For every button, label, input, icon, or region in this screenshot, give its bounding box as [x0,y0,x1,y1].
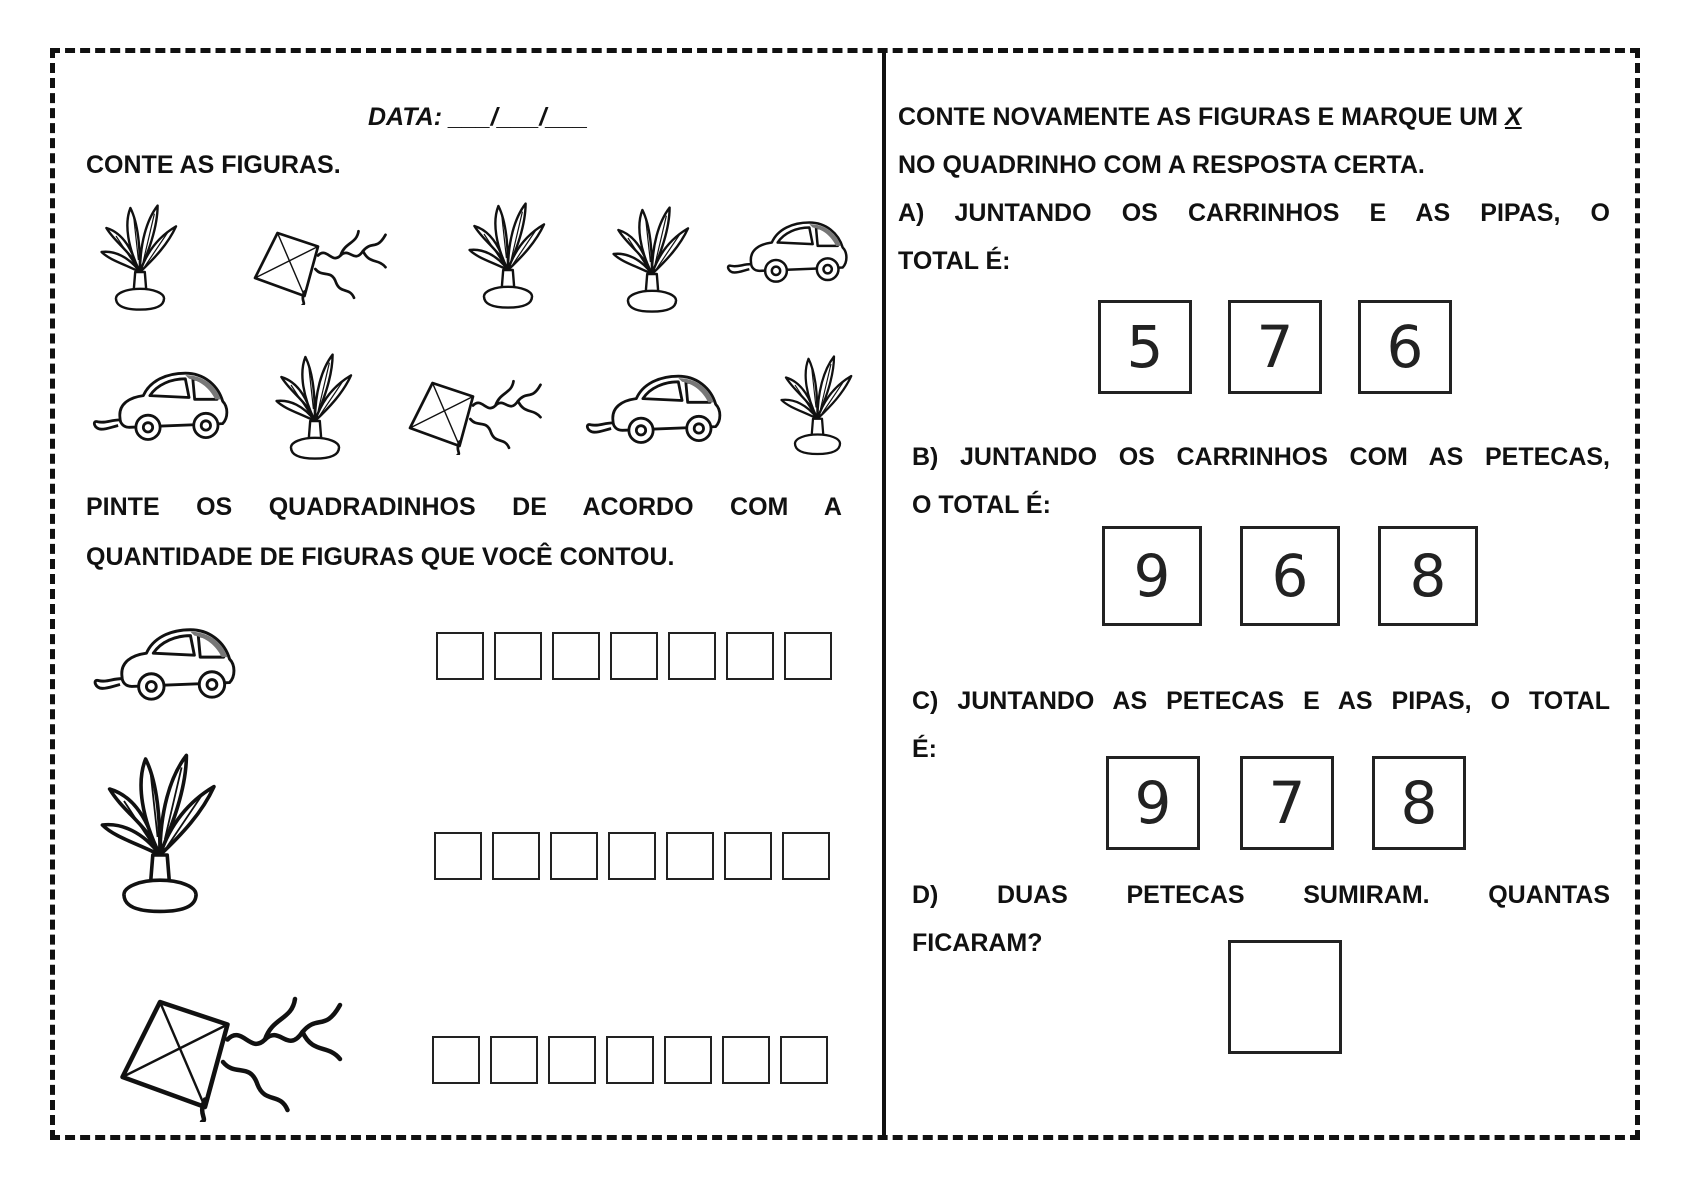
question-c-line2: É: [912,735,937,763]
count-box[interactable] [490,1036,538,1084]
count-box[interactable] [432,1036,480,1084]
answer-d-blank-box[interactable] [1228,940,1342,1054]
question-d-line2: FICARAM? [912,929,1043,957]
answer-c-option-2[interactable]: 7 [1240,756,1334,850]
count-box[interactable] [552,632,600,680]
question-c-line1: C) JUNTANDO AS PETECAS E AS PIPAS, O TOTAL [912,687,1610,715]
peteca-icon [468,198,548,318]
peteca-icon [780,350,855,465]
count-box[interactable] [494,632,542,680]
count-box[interactable] [548,1036,596,1084]
count-box[interactable] [722,1036,770,1084]
kite-icon [100,972,370,1122]
count-box[interactable] [434,832,482,880]
kite-icon [250,215,395,305]
count-box[interactable] [606,1036,654,1084]
question-a-line1: A) JUNTANDO OS CARRINHOS E AS PIPAS, O [898,199,1610,227]
peteca-count-boxes [434,832,830,880]
count-box[interactable] [492,832,540,880]
answer-c-option-3[interactable]: 8 [1372,756,1466,850]
peteca-icon [275,350,355,468]
toy-car-icon [92,618,240,706]
question-b-line1: B) JUNTANDO OS CARRINHOS COM AS PETECAS, [912,443,1610,471]
answer-a-option-1[interactable]: 5 [1098,300,1192,394]
count-box[interactable] [664,1036,712,1084]
right-intro-line2: NO QUADRINHO COM A RESPOSTA CERTA. [898,151,1425,179]
count-box[interactable] [610,632,658,680]
column-divider [882,52,886,1138]
count-box[interactable] [724,832,772,880]
peteca-icon [100,742,220,932]
count-box[interactable] [436,632,484,680]
toy-car-icon [92,362,232,446]
peteca-icon [612,202,692,322]
question-a-line2: TOTAL É: [898,247,1011,275]
count-box[interactable] [782,832,830,880]
count-box[interactable] [608,832,656,880]
answer-b-option-1[interactable]: 9 [1102,526,1202,626]
count-box[interactable] [666,832,714,880]
peteca-icon [100,200,180,320]
count-box[interactable] [780,1036,828,1084]
date-field: DATA: ___/___/___ [368,103,589,131]
paint-instruction-line2: QUANTIDADE DE FIGURAS QUE VOCÊ CONTOU. [86,543,675,571]
intro-text: CONTE NOVAMENTE AS FIGURAS E MARQUE UM [898,103,1505,131]
mark-x-symbol: X [1504,103,1522,131]
count-box[interactable] [550,832,598,880]
question-d-line1: D) DUAS PETECAS SUMIRAM. QUANTAS [912,881,1610,909]
toy-car-icon [726,212,851,288]
answer-b-option-2[interactable]: 6 [1240,526,1340,626]
count-box[interactable] [668,632,716,680]
kite-icon [405,365,550,455]
question-b-line2: O TOTAL É: [912,491,1051,519]
count-box[interactable] [784,632,832,680]
right-intro-line1 [898,102,1522,132]
count-box[interactable] [726,632,774,680]
car-count-boxes [436,632,832,680]
answer-c-option-1[interactable]: 9 [1106,756,1200,850]
answer-a-option-2[interactable]: 7 [1228,300,1322,394]
paint-instruction-line1: PINTE OS QUADRADINHOS DE ACORDO COM A [86,493,842,521]
answer-a-option-3[interactable]: 6 [1358,300,1452,394]
kite-count-boxes [432,1036,828,1084]
toy-car-icon [585,365,725,449]
count-title: CONTE AS FIGURAS. [86,151,341,179]
answer-b-option-3[interactable]: 8 [1378,526,1478,626]
